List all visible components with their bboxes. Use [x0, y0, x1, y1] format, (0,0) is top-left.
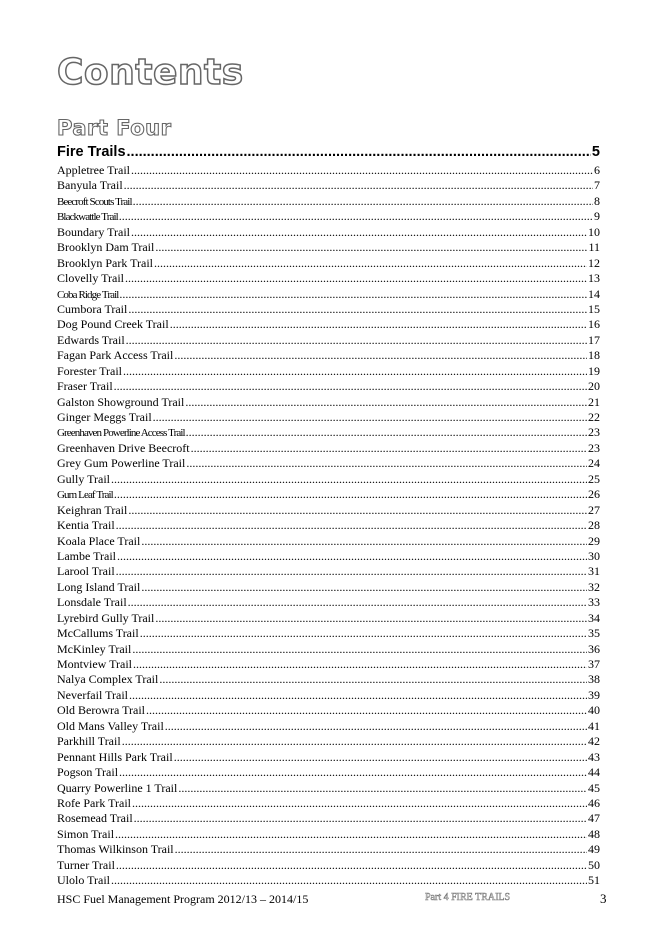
- toc-entry[interactable]: [57, 688, 600, 703]
- dot-leader: [119, 209, 593, 224]
- dot-leader: [116, 564, 587, 579]
- toc-entry-label: Larool Trail: [57, 564, 115, 579]
- toc-entry-label: Fraser Trail: [57, 379, 113, 394]
- dot-leader: [131, 225, 587, 240]
- part-heading: Part Four: [57, 116, 172, 140]
- toc-entry[interactable]: [57, 796, 600, 811]
- toc-entry-label: Thomas Wilkinson Trail: [57, 842, 174, 857]
- toc-entry[interactable]: [57, 271, 600, 286]
- dot-leader: [111, 873, 587, 888]
- dot-leader: [191, 441, 587, 456]
- dot-leader: [185, 395, 587, 410]
- dot-leader: [126, 333, 587, 348]
- dot-leader: [127, 142, 591, 163]
- toc-entry[interactable]: [57, 750, 600, 765]
- dot-leader: [129, 688, 587, 703]
- toc-entry-label: Parkhill Trail: [57, 734, 121, 749]
- dot-leader: [114, 487, 587, 502]
- toc-entry[interactable]: [57, 611, 600, 626]
- dot-leader: [123, 364, 587, 379]
- table-of-contents: [57, 142, 600, 889]
- toc-entry[interactable]: [57, 703, 600, 718]
- toc-entry-page: 22: [588, 410, 600, 424]
- toc-entry-page: 30: [588, 548, 600, 563]
- toc-entry-page: 7: [594, 178, 600, 193]
- dot-leader: [186, 425, 587, 440]
- dot-leader: [170, 317, 587, 332]
- toc-entry-page: 10: [588, 224, 600, 239]
- toc-entry[interactable]: [57, 364, 600, 379]
- dot-leader: [131, 163, 593, 178]
- toc-entry-page: 50: [588, 857, 600, 872]
- toc-entry[interactable]: [57, 873, 600, 888]
- toc-entry[interactable]: [57, 719, 600, 734]
- toc-entry-page: 8: [594, 193, 600, 208]
- toc-entry-label: Gully Trail: [57, 471, 111, 486]
- footer-page-number: 3: [600, 891, 607, 906]
- dot-leader: [141, 534, 587, 549]
- toc-entry-label: Boundary Trail: [57, 224, 131, 239]
- toc-entry-page: 18: [588, 348, 600, 363]
- toc-entry-label: McCallums Trail: [57, 626, 139, 641]
- toc-entry-page: 17: [588, 332, 600, 347]
- dot-leader: [153, 410, 587, 425]
- toc-entry-page: 32: [588, 579, 600, 594]
- toc-section-fire-trails[interactable]: [57, 142, 600, 163]
- toc-entry-page: 46: [588, 795, 600, 810]
- toc-entry-page: 16: [588, 317, 600, 332]
- footer-program: HSC Fuel Management Program 2012/13 – 2014/15: [57, 892, 309, 906]
- page-title: Contents: [57, 52, 244, 93]
- dot-leader: [114, 379, 587, 394]
- toc-entry[interactable]: [57, 240, 600, 255]
- dot-leader: [134, 811, 587, 826]
- toc-entry[interactable]: [57, 765, 600, 780]
- dot-leader: [115, 827, 587, 842]
- dot-leader: [119, 765, 587, 780]
- dot-leader: [124, 178, 593, 193]
- toc-entry-label: Fagan Park Access Trail: [57, 348, 174, 363]
- toc-entry-label: Simon Trail: [57, 826, 115, 841]
- dot-leader: [111, 472, 587, 487]
- toc-entry-label: Beecroft Scouts Trail: [57, 195, 132, 208]
- toc-entry-label: Galston Showground Trail: [57, 394, 185, 409]
- toc-entry-label: Rofe Park Trail: [57, 795, 132, 810]
- toc-entry-label: Quarry Powerline 1 Trail: [57, 780, 178, 795]
- toc-entry-page: 45: [588, 780, 600, 795]
- toc-entry[interactable]: [57, 534, 600, 549]
- toc-entry-page: 43: [588, 749, 600, 764]
- toc-entry-label: Brooklyn Dam Trail: [57, 240, 155, 255]
- toc-entry-label: Edwards Trail: [57, 332, 125, 347]
- toc-entry-label: Rosemead Trail: [57, 811, 133, 826]
- toc-entry-label: Keighran Trail: [57, 502, 128, 517]
- dot-leader: [165, 719, 587, 734]
- toc-entry-label: Greenhaven Drive Beecroft: [57, 440, 190, 455]
- toc-entry-page: 39: [588, 687, 600, 702]
- toc-entry[interactable]: [57, 580, 600, 595]
- toc-entry[interactable]: [57, 487, 600, 502]
- toc-entry-label: Cumbora Trail: [57, 301, 128, 316]
- toc-entry-label: Appletree Trail: [57, 163, 130, 177]
- toc-entry-page: 36: [588, 641, 600, 656]
- toc-entry-page: 21: [588, 394, 600, 409]
- toc-entry-label: Blackwattle Trail: [57, 211, 118, 224]
- toc-entry-label: Forester Trail: [57, 363, 123, 378]
- toc-entry[interactable]: [57, 209, 600, 224]
- toc-entry[interactable]: [57, 456, 600, 471]
- toc-entry-label: Ginger Meggs Trail: [57, 410, 152, 424]
- toc-entry-page: 41: [588, 718, 600, 733]
- dot-leader: [146, 703, 587, 718]
- toc-entry[interactable]: [57, 781, 600, 796]
- toc-entry[interactable]: [57, 178, 600, 193]
- toc-entry-page: 51: [588, 873, 600, 888]
- toc-entry-page: 6: [594, 163, 600, 177]
- toc-entry-page: 24: [588, 456, 600, 471]
- toc-entry-page: 12: [588, 255, 600, 270]
- dot-leader: [155, 611, 587, 626]
- dot-leader: [174, 348, 587, 363]
- dot-leader: [125, 271, 587, 286]
- toc-entry-page: 26: [588, 487, 600, 502]
- toc-entry[interactable]: [57, 672, 600, 687]
- toc-entry-label: Lambe Trail: [57, 548, 116, 563]
- toc-entry[interactable]: [57, 441, 600, 456]
- dot-leader: [116, 858, 587, 873]
- toc-entry[interactable]: [57, 472, 600, 487]
- toc-entry[interactable]: [57, 827, 600, 842]
- dot-leader: [132, 796, 587, 811]
- toc-entry[interactable]: [57, 425, 600, 440]
- toc-entry-page: 19: [588, 363, 600, 378]
- toc-entry[interactable]: [57, 642, 600, 657]
- toc-entry-page: 20: [588, 379, 600, 394]
- toc-entry[interactable]: [57, 503, 600, 518]
- toc-entry-label: Grey Gum Powerline Trail: [57, 456, 186, 471]
- dot-leader: [117, 549, 587, 564]
- toc-entry-label: Lonsdale Trail: [57, 595, 127, 610]
- toc-entry-page: 11: [588, 240, 600, 255]
- toc-entry[interactable]: [57, 194, 600, 209]
- toc-entry[interactable]: [57, 163, 600, 178]
- toc-entries: [57, 163, 600, 889]
- toc-entry-label: Neverfail Trail: [57, 687, 128, 702]
- toc-entry[interactable]: [57, 225, 600, 240]
- toc-entry-page: 9: [594, 209, 600, 224]
- toc-entry-page: 33: [588, 595, 600, 610]
- dot-leader: [133, 657, 587, 672]
- dot-leader: [155, 240, 587, 255]
- toc-entry-page: 44: [588, 765, 600, 780]
- toc-entry-page: 28: [588, 518, 600, 533]
- toc-entry-page: 35: [588, 626, 600, 641]
- toc-entry[interactable]: [57, 518, 600, 533]
- toc-entry-label: Nalya Complex Trail: [57, 672, 159, 687]
- toc-entry-label: Old Mans Valley Trail: [57, 718, 164, 733]
- toc-entry[interactable]: [57, 734, 600, 749]
- toc-entry-page: 25: [588, 471, 600, 486]
- toc-entry[interactable]: [57, 564, 600, 579]
- toc-entry-page: 37: [588, 657, 600, 671]
- toc-entry[interactable]: [57, 657, 600, 672]
- toc-entry-label: Ulolo Trail: [57, 873, 111, 888]
- toc-entry-page: 27: [588, 502, 600, 517]
- dot-leader: [133, 194, 593, 209]
- toc-entry[interactable]: [57, 811, 600, 826]
- toc-entry[interactable]: [57, 287, 600, 302]
- toc-entry[interactable]: [57, 410, 600, 425]
- toc-entry[interactable]: [57, 549, 600, 564]
- toc-entry[interactable]: [57, 626, 600, 641]
- toc-entry[interactable]: [57, 858, 600, 873]
- toc-entry[interactable]: [57, 842, 600, 857]
- toc-entry-page: 34: [588, 610, 600, 625]
- toc-entry-label: Kentia Trail: [57, 518, 115, 533]
- toc-entry-page: 40: [588, 703, 600, 718]
- toc-entry-label: Long Island Trail: [57, 579, 141, 594]
- toc-entry-label: Brooklyn Park Trail: [57, 255, 154, 270]
- dot-leader: [175, 842, 587, 857]
- toc-entry-page: 14: [588, 286, 600, 301]
- footer-part: Part 4 FIRE TRAILS: [425, 892, 511, 903]
- toc-entry-label: Lyrebird Gully Trail: [57, 610, 155, 625]
- toc-entry-page: 23: [588, 440, 600, 455]
- toc-entry-page: 48: [588, 826, 600, 841]
- dot-leader: [154, 256, 587, 271]
- toc-entry[interactable]: [57, 348, 600, 363]
- toc-entry[interactable]: [57, 379, 600, 394]
- dot-leader: [119, 287, 587, 302]
- toc-entry-page: 49: [588, 842, 600, 857]
- toc-entry-label: Greenhaven Powerline Access Trail: [57, 427, 185, 440]
- toc-entry-page: 42: [588, 734, 600, 749]
- toc-entry-label: McKinley Trail: [57, 641, 132, 656]
- toc-entry-label: Gum Leaf Trail: [57, 489, 113, 502]
- toc-entry[interactable]: [57, 302, 600, 317]
- toc-entry-page: 47: [588, 811, 600, 826]
- toc-entry-label: Clovelly Trail: [57, 271, 125, 286]
- dot-leader: [174, 750, 587, 765]
- dot-leader: [128, 503, 587, 518]
- dot-leader: [141, 580, 587, 595]
- toc-entry-label: Koala Place Trail: [57, 533, 141, 548]
- toc-entry-label: Pennant Hills Park Trail: [57, 749, 173, 764]
- toc-entry-page: 15: [588, 301, 600, 316]
- toc-entry-label: Coba Ridge Trail: [57, 288, 119, 301]
- toc-entry[interactable]: [57, 333, 600, 348]
- toc-entry-page: 23: [588, 425, 600, 440]
- toc-entry-page: 29: [588, 533, 600, 548]
- dot-leader: [128, 302, 587, 317]
- toc-entry-label: Turner Trail: [57, 857, 115, 872]
- toc-entry-label: Banyula Trail: [57, 178, 123, 193]
- dot-leader: [159, 672, 587, 687]
- toc-entry[interactable]: [57, 395, 600, 410]
- dot-leader: [186, 456, 587, 471]
- toc-entry-label: Pogson Trail: [57, 765, 119, 780]
- toc-entry-page: 38: [588, 672, 600, 687]
- dot-leader: [132, 642, 587, 657]
- dot-leader: [140, 626, 587, 641]
- toc-entry-page: 31: [588, 564, 600, 579]
- toc-section-page: 5: [591, 144, 600, 160]
- dot-leader: [128, 595, 587, 610]
- dot-leader: [122, 734, 587, 749]
- dot-leader: [178, 781, 587, 796]
- toc-entry-label: Old Berowra Trail: [57, 703, 145, 718]
- toc-entry-label: Montview Trail: [57, 657, 133, 671]
- toc-entry-page: 13: [588, 271, 600, 286]
- toc-entry[interactable]: [57, 317, 600, 332]
- toc-section-label: Fire Trails: [57, 144, 126, 160]
- toc-entry-label: Dog Pound Creek Trail: [57, 317, 169, 332]
- toc-entry[interactable]: [57, 595, 600, 610]
- toc-entry[interactable]: [57, 256, 600, 271]
- dot-leader: [116, 518, 587, 533]
